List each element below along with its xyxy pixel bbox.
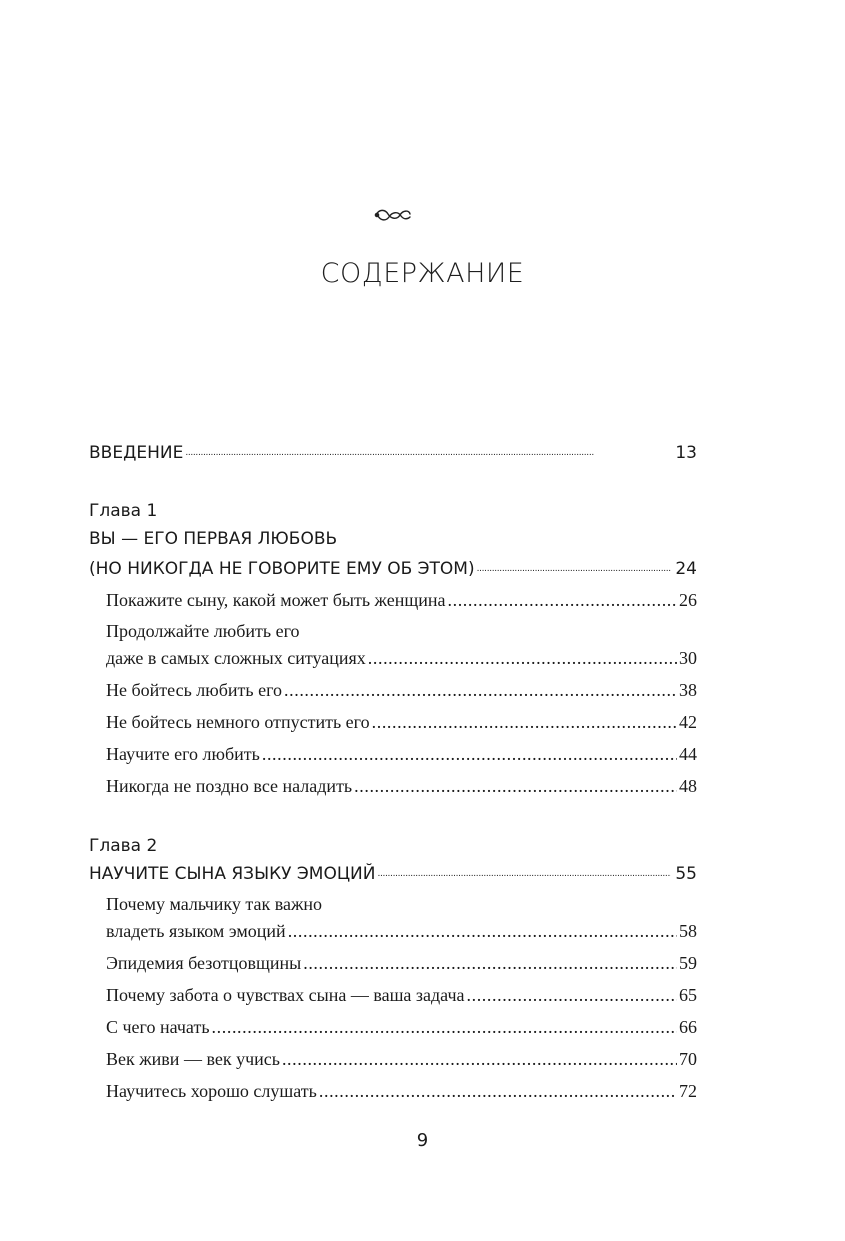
page-number: 9 [416,1130,429,1151]
dot-leader [288,917,677,946]
toc-page-number: 24 [675,559,697,579]
page-title: СОДЕРЖАНИЕ [320,258,525,289]
table-of-contents [89,440,697,1109]
dot-leader [284,676,677,705]
section-title: Не бойтесь немного отпустить его [106,712,370,732]
toc-page-number: 30 [679,648,697,668]
toc-section[interactable] [106,949,697,978]
dot-leader [448,586,678,615]
dot-leader [319,1077,677,1106]
section-title: С чего начать [106,1017,210,1037]
toc-section[interactable] [106,740,697,769]
toc-page-number: 55 [675,864,697,884]
section-title: Никогда не поздно все наладить [106,776,353,796]
flourish-ornament-icon [373,206,413,224]
dot-leader [368,644,677,673]
toc-section[interactable] [106,586,697,615]
section-title: Век живи — век учись [106,1049,280,1069]
dot-leader [282,1045,677,1074]
toc-section[interactable] [106,708,697,737]
dot-leader [185,440,671,466]
toc-page-number: 70 [679,1049,697,1069]
toc-section[interactable] [106,1077,697,1106]
chapter-label: Глава 1 [89,501,158,521]
chapter-title-line: НАУЧИТЕ СЫНА ЯЗЫКУ ЭМОЦИЙ [89,864,376,884]
section-title: Покажите сыну, какой может быть женщина [106,590,446,610]
dot-leader [377,859,671,889]
section-list [106,586,697,801]
toc-section[interactable] [106,981,697,1010]
toc-section[interactable] [106,772,697,801]
section-title: Почему мальчику так важно [106,894,323,914]
chapter-title-line: ВЫ — ЕГО ПЕРВАЯ ЛЮБОВЬ [89,529,338,549]
toc-page-number: 44 [679,744,697,764]
section-title-continued: даже в самых сложных ситуациях [106,648,366,668]
chapter-1 [89,498,697,801]
section-title: Не бойтесь любить его [106,680,283,700]
dot-leader [212,1013,677,1042]
section-title: Эпидемия безотцовщины [106,953,302,973]
toc-page-number: 48 [679,776,697,796]
toc-page-number: 59 [679,953,697,973]
toc-section[interactable] [106,891,697,946]
chapter-title-line: (НО НИКОГДА НЕ ГОВОРИТЕ ЕМУ ОБ ЭТОМ) [89,559,475,579]
dot-leader [262,740,677,769]
section-title: Продолжайте любить его [106,621,300,641]
toc-page-number: 66 [679,1017,697,1037]
dot-leader [372,708,677,737]
toc-entry-chapter-2[interactable] [89,859,697,889]
toc-page-number: 38 [679,680,697,700]
toc-section[interactable] [106,618,697,673]
toc-section[interactable] [106,1045,697,1074]
section-list [106,891,697,1106]
dot-leader [303,949,677,978]
toc-entry-title: ВВЕДЕНИЕ [89,443,184,463]
toc-page-number: 65 [679,985,697,1005]
toc-entry-intro[interactable] [89,440,697,466]
section-title: Почему забота о чувствах сына — ваша задача [106,985,465,1005]
toc-entry-chapter-1[interactable] [89,554,697,584]
chapter-2 [89,833,697,1106]
toc-page-number: 26 [679,590,697,610]
section-title: Научитесь хорошо слушать [106,1081,317,1101]
toc-page-number: 13 [675,443,697,463]
toc-page-number: 72 [679,1081,697,1101]
chapter-label: Глава 2 [89,836,158,856]
toc-page-number: 58 [679,921,697,941]
dot-leader [467,981,678,1010]
dot-leader [477,554,672,584]
dot-leader [354,772,677,801]
section-title-continued: владеть языком эмоций [106,921,286,941]
toc-section[interactable] [106,676,697,705]
toc-section[interactable] [106,1013,697,1042]
toc-page-number: 42 [679,712,697,732]
section-title: Научите его любить [106,744,260,764]
